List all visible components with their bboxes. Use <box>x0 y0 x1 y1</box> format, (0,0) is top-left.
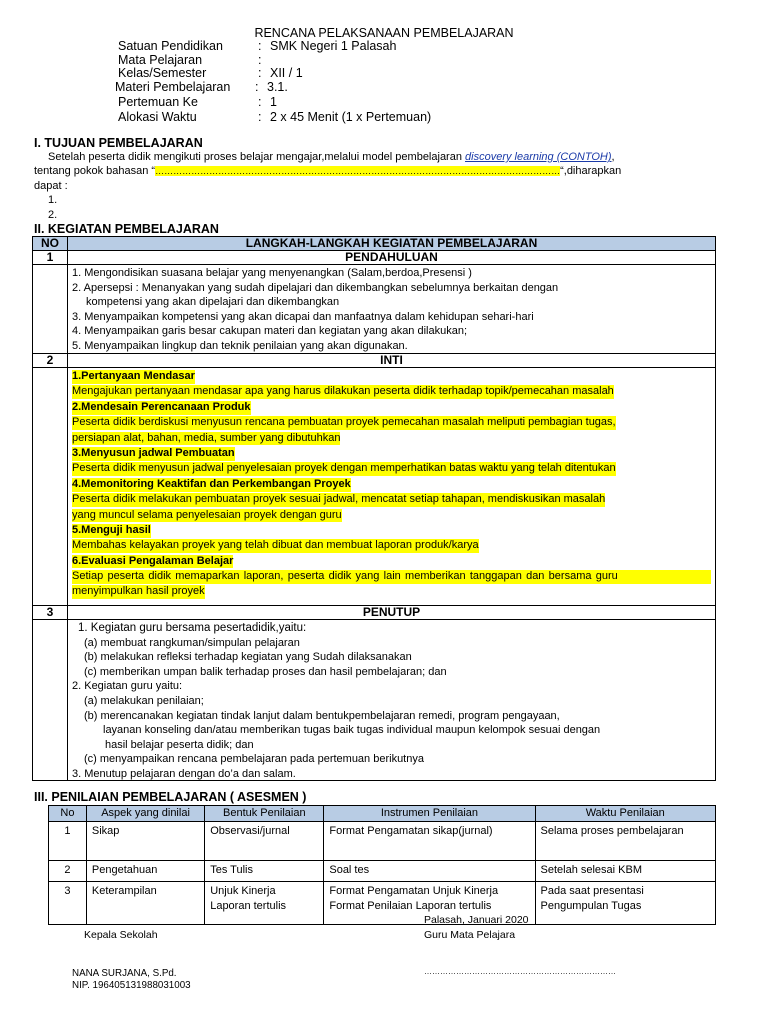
tujuan-line-1 <box>48 150 615 164</box>
penilaian-bentuk-line: Observasi/jurnal <box>210 825 290 837</box>
inti-step-title: 5.Menguji hasil <box>72 523 151 536</box>
penilaian-bentuk <box>205 881 324 924</box>
penilaian-header-cell: Waktu Penilaian <box>535 806 716 822</box>
teacher-signature-line: ……………………………………………………………… <box>424 967 616 976</box>
penilaian-instrumen-line: Format Pengamatan Unjuk Kinerja <box>329 884 499 897</box>
penutup-step: 2. Kegiatan guru yaitu: <box>72 680 183 693</box>
inti-step-text: menyimpulkan hasil proyek <box>72 585 205 598</box>
inti-step-title: 6.Evaluasi Pengalaman Belajar <box>72 554 234 567</box>
identity-label: Alokasi Waktu <box>118 109 197 124</box>
penilaian-waktu-line: Pada saat presentasi <box>540 884 644 897</box>
identity-label: Materi Pembelajaran <box>115 80 231 95</box>
penutup-step: hasil belajar peserta didik; dan <box>105 738 254 751</box>
penutup-step: layanan konseling dan/atau memberikan tugas baik tugas individual maupun kelompok sesuai dengan <box>103 724 601 737</box>
penilaian-row <box>49 861 716 882</box>
penilaian-waktu <box>535 822 716 861</box>
inti-step-title: 1.Pertanyaan Mendasar <box>72 370 195 382</box>
penilaian-no: 1 <box>49 822 87 861</box>
penutup-step: (b) merencanakan kegiatan tindak lanjut dalam bentukpembelajaran remedi, program pengayaan, <box>84 709 560 722</box>
identity-label: Mata Pelajaran <box>118 52 203 67</box>
identity-row <box>118 111 431 125</box>
tujuan-line-1-post: , <box>611 151 615 163</box>
inti-step-title: 2.Mendesain Perencanaan Produk <box>72 400 251 413</box>
penilaian-instrumen-line: Soal tes <box>329 864 370 876</box>
inti-title: INTI <box>68 354 716 368</box>
place-date: Palasah, Januari 2020 <box>424 914 529 926</box>
inti-step-text: Membahas kelayakan proyek yang telah dibuat dan membuat laporan produk/karya <box>72 539 479 552</box>
identity-value: 1 <box>270 94 277 109</box>
penilaian-no: 3 <box>49 881 87 924</box>
identity-separator: : <box>258 39 262 53</box>
penilaian-aspek: Pengetahuan <box>86 861 204 882</box>
penutup-step: (b) melakukan refleksi terhadap kegiatan yang Sudah dilaksanakan <box>84 651 412 664</box>
identity-separator: : <box>258 52 262 67</box>
penilaian-waktu-line: Pengumpulan Tugas <box>540 900 642 912</box>
identity-value: 2 x 45 Menit (1 x Pertemuan) <box>270 109 432 124</box>
inti-step-text: Peserta didik melakukan pembuatan proyek sesuai jadwal, mencatat setiap tahapan, mendiskusikan masalah <box>72 493 606 506</box>
penilaian-bentuk-line: Tes Tulis <box>210 864 253 876</box>
penilaian-instrumen-line: Format Penilaian Laporan tertulis <box>329 900 492 912</box>
inti-step-title: 4.Memonitoring Keaktifan dan Perkembangan Proyek <box>72 477 351 490</box>
penilaian-instrumen <box>324 822 535 861</box>
identity-label: Satuan Pendidikan <box>118 39 223 53</box>
tujuan-line-2-post: “,diharapkan <box>560 165 622 177</box>
pendahuluan-step: 5. Menyampaikan lingkup dan teknik penilaian yang akan digunakan. <box>72 339 408 352</box>
penilaian-bentuk <box>205 861 324 882</box>
pendahuluan-title: PENDAHULUAN <box>68 251 716 265</box>
penilaian-header-cell: No <box>49 806 87 822</box>
pendahuluan-content <box>68 265 716 354</box>
tujuan-item-1: 1. <box>48 194 58 206</box>
inti-step-title: 3.Menyusun jadwal Pembuatan <box>72 446 235 459</box>
identity-block <box>115 39 432 124</box>
headmaster-name: NANA SURJANA, S.Pd. <box>72 968 177 979</box>
identity-row <box>118 67 431 81</box>
penilaian-header-cell: Bentuk Penilaian <box>205 806 324 822</box>
identity-separator: : <box>258 94 262 109</box>
inti-step-text: Peserta didik berdiskusi menyusun rencana pembuatan proyek pemecahan masalah meliputi pembagian tugas, <box>72 416 616 429</box>
inti-step-text: Setiap peserta didik memaparkan laporan, peserta didik yang lain memberikan tanggapan dan bersama guru <box>72 570 711 584</box>
tujuan-line-1-text: Setelah peserta didik mengikuti proses belajar mengajar,melalui model pembelajaran <box>48 151 466 163</box>
penutup-step: (c) memberikan umpan balik terhadap proses dan hasil pembelajaran; dan <box>84 665 447 678</box>
tujuan-item-2: 2. <box>48 209 58 221</box>
topic-placeholder: ……………………………………………………………………………………………………………………… <box>155 166 561 176</box>
pendahuluan-step: 4. Menyampaikan garis besar cakupan materi dan kegiatan yang akan dilakukan; <box>72 325 468 338</box>
col-langkah-header: LANGKAH-LANGKAH KEGIATAN PEMBELAJARAN <box>68 237 716 251</box>
identity-row <box>118 96 431 110</box>
inti-step-text: persiapan alat, bahan, media, sumber yang dibutuhkan <box>72 431 341 444</box>
identity-value: SMK Negeri 1 Palasah <box>270 39 397 53</box>
headmaster-nip: NIP. 196405131988031003 <box>72 980 191 991</box>
right-role: Guru Mata Pelajara <box>424 929 516 941</box>
inti-step-text: Peserta didik menyusun jadwal penyelesaian proyek dengan memperhatikan batas waktu yang telah ditentukan <box>72 462 616 475</box>
penilaian-bentuk-line: Laporan tertulis <box>210 900 287 912</box>
inti-step-text: yang muncul selama penyelesaian proyek dengan guru <box>72 508 342 521</box>
tujuan-line-2 <box>34 164 621 178</box>
identity-row <box>115 81 431 95</box>
penilaian-waktu-line: Setelah selesai KBM <box>540 864 642 876</box>
penilaian-heading: III. PENILAIAN PEMBELAJARAN ( ASESMEN ) <box>34 790 307 804</box>
tujuan-line-3: dapat : <box>34 180 68 192</box>
inti-no: 2 <box>33 354 68 368</box>
penutup-step: 1. Kegiatan guru bersama pesertadidik,yaitu: <box>78 622 307 634</box>
penilaian-aspek: Sikap <box>86 822 204 861</box>
col-no-header: NO <box>33 237 68 251</box>
penutup-step: (a) membuat rangkuman/simpulan pelajaran <box>84 636 300 649</box>
penilaian-bentuk-line: Unjuk Kinerja <box>210 884 276 897</box>
penilaian-no: 2 <box>49 861 87 882</box>
penilaian-row <box>49 822 716 861</box>
penilaian-table <box>48 805 716 925</box>
penilaian-bentuk <box>205 822 324 861</box>
penilaian-row <box>49 881 716 924</box>
pendahuluan-step: kompetensi yang akan dipelajari dan dikembangkan <box>86 296 340 309</box>
pendahuluan-step: 3. Menyampaikan kompetensi yang akan dicapai dan manfaatnya dalam kehidupan sehari-hari <box>72 310 534 323</box>
identity-separator: : <box>258 109 262 124</box>
penilaian-waktu-line: Selama proses pembelajaran <box>540 825 684 837</box>
identity-separator: : <box>255 80 259 95</box>
tujuan-heading: I. TUJUAN PEMBELAJARAN <box>34 136 203 150</box>
pendahuluan-no: 1 <box>33 251 68 265</box>
penilaian-waktu <box>535 861 716 882</box>
penutup-step: (a) melakukan penilaian; <box>84 694 204 707</box>
penutup-no: 3 <box>33 606 68 620</box>
tujuan-line-2-text: tentang pokok bahasan “ <box>34 165 156 177</box>
left-role: Kepala Sekolah <box>84 929 158 941</box>
penilaian-header-cell: Instrumen Penilaian <box>324 806 535 822</box>
document-title: RENCANA PELAKSANAAN PEMBELAJARAN <box>254 26 514 40</box>
penutup-step: (c) menyampaikan rencana pembelajaran pada pertemuan berikutnya <box>84 753 424 766</box>
inti-content <box>68 368 716 606</box>
identity-value: XII / 1 <box>270 66 303 81</box>
identity-separator: : <box>258 66 262 81</box>
model-link[interactable]: discovery learning (CONTOH) <box>465 151 612 163</box>
penilaian-waktu <box>535 881 716 924</box>
kegiatan-heading: II. KEGIATAN PEMBELAJARAN <box>34 222 219 236</box>
pendahuluan-step: 1. Mengondisikan suasana belajar yang menyenangkan (Salam,berdoa,Presensi ) <box>72 267 472 279</box>
identity-row <box>118 40 431 54</box>
penutup-content <box>68 620 716 781</box>
penilaian-aspek: Keterampilan <box>86 881 204 924</box>
pendahuluan-step: 2. Apersepsi : Menanyakan yang sudah dipelajari dan dikembangkan sebelumnya berkaitan dengan <box>72 281 559 294</box>
identity-row <box>118 54 431 68</box>
penutup-title: PENUTUP <box>68 606 716 620</box>
identity-value: 3.1. <box>267 80 288 95</box>
kegiatan-table <box>32 236 716 781</box>
identity-label: Kelas/Semester <box>118 66 207 81</box>
penilaian-header-cell: Aspek yang dinilai <box>86 806 204 822</box>
penilaian-instrumen <box>324 861 535 882</box>
penilaian-instrumen-line: Format Pengamatan sikap(jurnal) <box>329 825 493 837</box>
penutup-step: 3. Menutup pelajaran dengan do’a dan salam. <box>72 767 296 780</box>
inti-step-text: Mengajukan pertanyaan mendasar apa yang harus dilakukan peserta didik terhadap topik/pemecahan masalah <box>72 385 614 398</box>
identity-label: Pertemuan Ke <box>118 94 198 109</box>
